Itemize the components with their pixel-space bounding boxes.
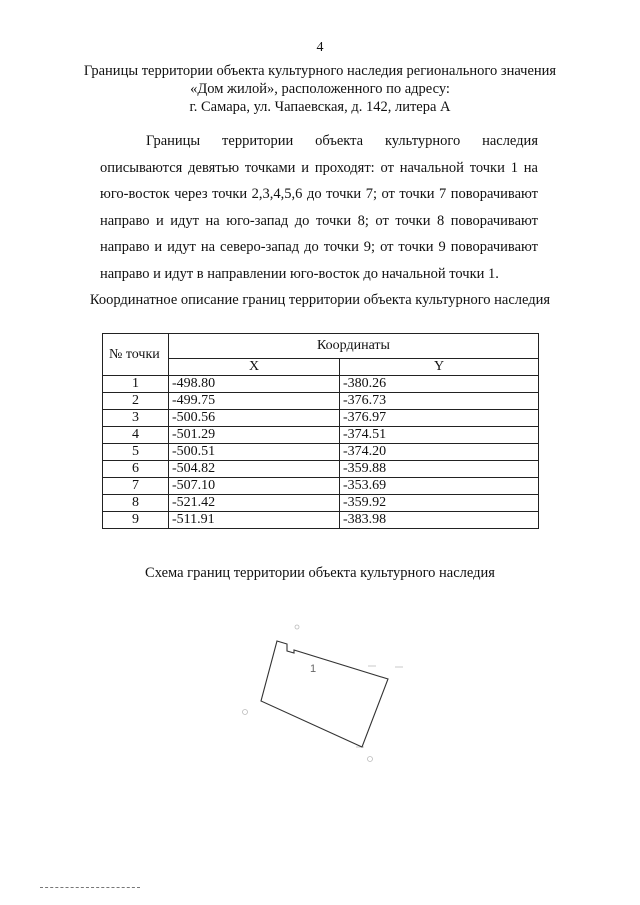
x-value: -499.75 <box>169 393 340 410</box>
point-number: 1 <box>103 376 169 393</box>
y-value: -376.97 <box>340 410 539 427</box>
y-value: -380.26 <box>340 376 539 393</box>
table-row <box>103 427 539 444</box>
point-number: 4 <box>103 427 169 444</box>
x-value: -504.82 <box>169 461 340 478</box>
point-number: 2 <box>103 393 169 410</box>
boundary-scheme <box>230 615 420 775</box>
x-value: -500.51 <box>169 444 340 461</box>
point-number: 6 <box>103 461 169 478</box>
title-line-3: г. Самара, ул. Чапаевская, д. 142, литера А <box>189 99 451 115</box>
y-value: -374.51 <box>340 427 539 444</box>
point-number: 3 <box>103 410 169 427</box>
x-value: -500.56 <box>169 410 340 427</box>
y-value: -383.98 <box>340 512 539 529</box>
table-row <box>103 512 539 529</box>
boundary-polygon <box>261 641 388 747</box>
y-value: -359.88 <box>340 461 539 478</box>
y-value: -353.69 <box>340 478 539 495</box>
x-value: -501.29 <box>169 427 340 444</box>
table-row <box>103 393 539 410</box>
page-number: 4 <box>316 40 324 55</box>
title-line-1: Границы территории объекта культурного наследия регионального значения <box>83 63 557 79</box>
table-row <box>103 478 539 495</box>
table-row <box>103 376 539 393</box>
title-line-2: «Дом жилой», расположенного по адресу: <box>190 81 450 97</box>
y-value: -359.92 <box>340 495 539 512</box>
table-row <box>103 444 539 461</box>
scheme-caption: Схема границ территории объекта культурного наследия <box>145 565 495 581</box>
x-value: -511.91 <box>169 512 340 529</box>
point-label: 1 <box>310 663 317 675</box>
footer-line <box>40 887 140 888</box>
y-value: -374.20 <box>340 444 539 461</box>
table-caption: Координатное описание границ территории объекта культурного наследия <box>89 292 551 308</box>
point-number: 5 <box>103 444 169 461</box>
faint-markings <box>243 625 404 762</box>
y-header: Y <box>340 359 539 376</box>
point-number-header: № точки <box>103 334 169 376</box>
x-value: -507.10 <box>169 478 340 495</box>
table-row <box>103 495 539 512</box>
x-value: -498.80 <box>169 376 340 393</box>
faint-marker <box>243 710 248 715</box>
point-number: 8 <box>103 495 169 512</box>
x-header: X <box>169 359 340 376</box>
faint-marker <box>295 625 299 629</box>
point-number: 7 <box>103 478 169 495</box>
table-row <box>103 410 539 427</box>
x-value: -521.42 <box>169 495 340 512</box>
coordinates-table <box>102 333 539 529</box>
boundary-description: Границы территории объекта культурного наследия описываются девятью точками и проходят: от начальной точки 1 на юго-восток через точки 2,3,4,5,6 до точки 7; от точки 7 поворачивают направо и идут на юго-запад до точки 8; от точки 8 поворачивают направо и идут на северо-запад до точки 9; от точки 9 поворачивают направо и идут в направлении юго-восток до начальной точки 1. <box>100 133 538 282</box>
document-title <box>60 62 580 116</box>
y-value: -376.73 <box>340 393 539 410</box>
coordinates-header: Координаты <box>169 334 539 359</box>
faint-marker <box>368 757 373 762</box>
point-number: 9 <box>103 512 169 529</box>
table-row <box>103 461 539 478</box>
